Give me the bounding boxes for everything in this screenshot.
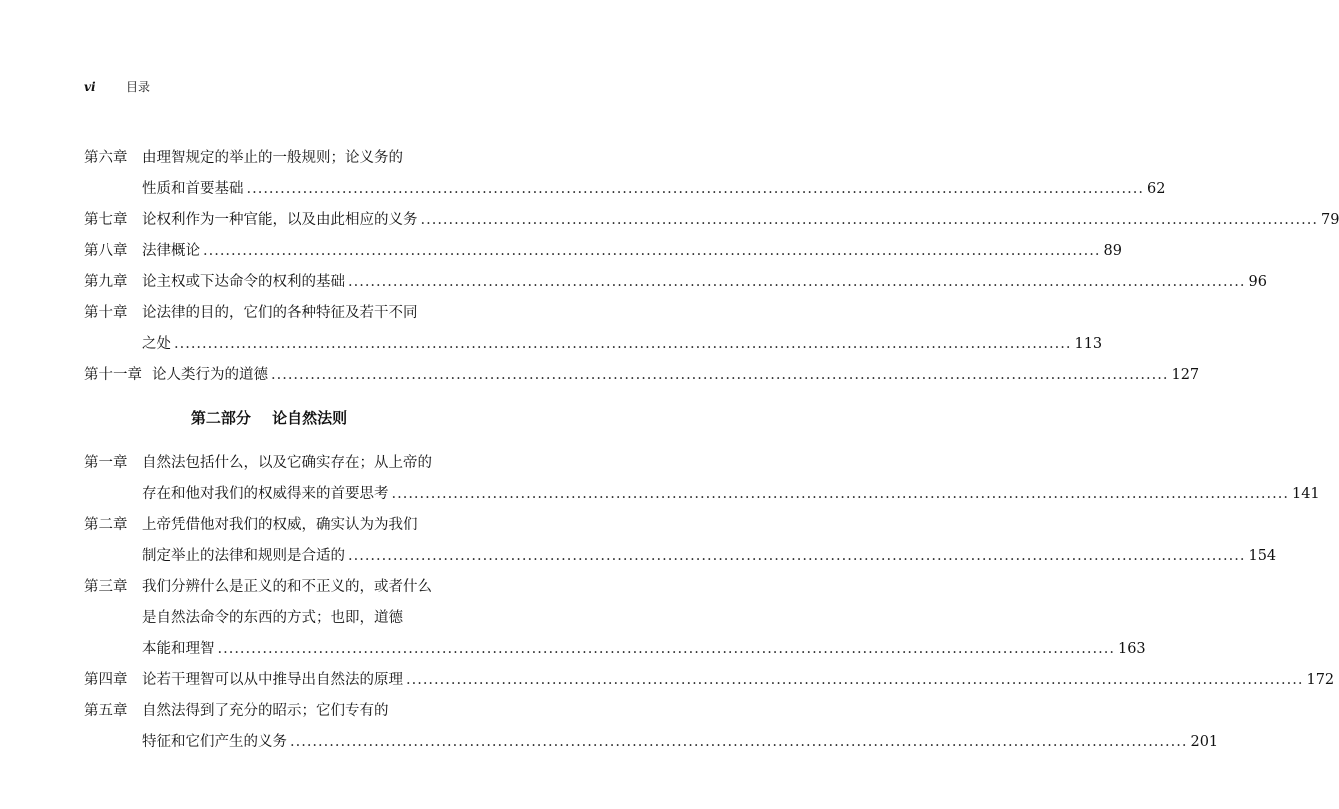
chapter-label: 第一章 [84, 455, 128, 471]
dot-leader: ................................................................................................................................................................ [391, 486, 1289, 502]
toc-line [84, 174, 1166, 205]
dot-leader: ................................................................................................................................................................ [271, 367, 1169, 383]
chapter-label: 第四章 [84, 672, 128, 688]
dot-leader: ................................................................................................................................................................ [203, 243, 1101, 259]
dot-leader: ................................................................................................................................................................ [420, 212, 1318, 228]
dot-leader: ................................................................................................................................................................ [174, 336, 1072, 352]
dot-leader: ................................................................................................................................................................ [246, 181, 1144, 197]
toc-line [84, 205, 1339, 236]
toc-line [84, 360, 1200, 391]
toc-line [84, 727, 1219, 758]
part-two-heading [84, 403, 454, 434]
page-number-ref: 127 [1171, 367, 1200, 383]
page-number-ref: 201 [1190, 734, 1219, 750]
dot-leader: ................................................................................................................................................................ [290, 734, 1188, 750]
chapter-title: 论若干理智可以从中推导出自然法的原理 [142, 672, 403, 688]
toc-line [84, 143, 454, 174]
dot-leader: ................................................................................................................................................................ [348, 274, 1246, 290]
chapter-title: 本能和理智 [142, 641, 215, 657]
toc-line [84, 603, 454, 634]
chapter-label: 第九章 [84, 274, 128, 290]
toc-entry [84, 665, 1335, 696]
toc-line [84, 696, 454, 727]
chapter-label: 第十章 [84, 305, 128, 321]
chapter-title: 制定举止的法律和规则是合适的 [142, 548, 345, 564]
chapter-title: 法律概论 [142, 243, 200, 259]
page-number-ref: 96 [1248, 274, 1267, 290]
chapter-title: 上帝凭借他对我们的权威，确实认为为我们 [142, 517, 418, 533]
page-number-ref: 62 [1146, 181, 1166, 197]
toc-line [84, 510, 454, 541]
chapter-title: 自然法得到了充分的昭示；它们专有的 [142, 703, 389, 719]
chapter-title: 是自然法命令的东西的方式；也即，道德 [142, 610, 403, 626]
toc-entry [84, 510, 1277, 572]
page-number-ref: 172 [1306, 672, 1335, 688]
chapter-label: 第六章 [84, 150, 128, 166]
chapter-label: 第七章 [84, 212, 128, 228]
page-number-ref: 141 [1291, 486, 1320, 502]
toc-line [84, 298, 454, 329]
page-number-ref: 79 [1320, 212, 1339, 228]
chapter-title: 论权利作为一种官能，以及由此相应的义务 [142, 212, 418, 228]
toc-entry [84, 360, 1200, 391]
page-number-ref: 89 [1103, 243, 1122, 259]
dot-leader: ................................................................................................................................................................ [217, 641, 1115, 657]
toc-entry [84, 267, 1267, 298]
running-title: 目录 [126, 80, 151, 94]
toc-line [84, 236, 1122, 267]
chapter-title: 论人类行为的道德 [152, 367, 268, 383]
dot-leader: ................................................................................................................................................................ [348, 548, 1246, 564]
part-two-label: 第二部分 [190, 409, 251, 427]
toc-entry [84, 236, 1122, 267]
toc-line [84, 448, 454, 479]
chapter-label: 第十一章 [84, 367, 142, 383]
chapter-title: 论法律的目的，它们的各种特征及若干不同 [142, 305, 418, 321]
toc-line [84, 267, 1267, 298]
toc-entry [84, 205, 1339, 236]
chapter-title: 我们分辨什么是正义的和不正义的，或者什么 [142, 579, 432, 595]
toc-line [84, 634, 1146, 665]
chapter-title: 存在和他对我们的权威得来的首要思考 [142, 486, 389, 502]
chapter-title: 之处 [142, 336, 171, 352]
toc-line [84, 329, 1103, 360]
page-number-ref: 163 [1117, 641, 1146, 657]
toc-entry [84, 696, 1219, 758]
page-number-ref: 113 [1074, 336, 1103, 352]
dot-leader: ................................................................................................................................................................ [406, 672, 1304, 688]
chapter-title: 由理智规定的举止的一般规则；论义务的 [142, 150, 403, 166]
table-of-contents [84, 143, 1339, 758]
toc-entry [84, 143, 1166, 205]
chapter-label: 第八章 [84, 243, 128, 259]
page-number: vi [84, 80, 96, 94]
chapter-title: 论主权或下达命令的权利的基础 [142, 274, 345, 290]
chapter-title: 性质和首要基础 [142, 181, 244, 197]
page-number-ref: 154 [1248, 548, 1277, 564]
chapter-label: 第五章 [84, 703, 128, 719]
toc-line [84, 572, 454, 603]
toc-entry [84, 572, 1146, 665]
running-header [84, 78, 150, 95]
toc-entry [84, 448, 1320, 510]
toc-line [84, 665, 1335, 696]
part-two-chapters [84, 448, 1335, 758]
chapter-label: 第三章 [84, 579, 128, 595]
toc-line [84, 479, 1320, 510]
toc-entry [84, 298, 1103, 360]
part-one-chapters [84, 143, 1339, 391]
toc-line [84, 541, 1277, 572]
part-two-title: 论自然法则 [272, 409, 348, 427]
chapter-label: 第二章 [84, 517, 128, 533]
chapter-title: 特征和它们产生的义务 [142, 734, 287, 750]
chapter-title: 自然法包括什么，以及它确实存在；从上帝的 [142, 455, 432, 471]
